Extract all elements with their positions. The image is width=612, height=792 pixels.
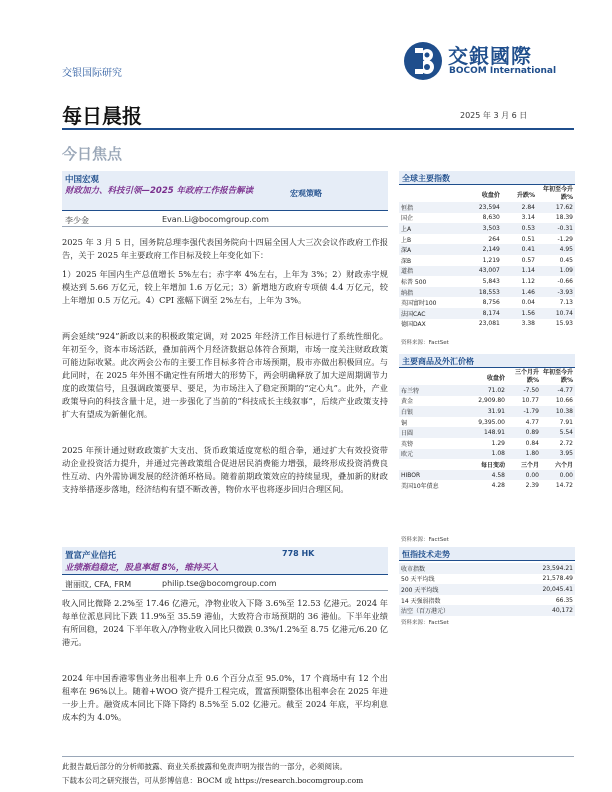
table-row xyxy=(399,213,575,224)
col-close: 收盘价 xyxy=(486,374,505,382)
cell-value: 148.91 xyxy=(461,427,507,438)
col-daily: 每日变动 xyxy=(480,461,505,469)
row-label: 纳指 xyxy=(399,287,462,298)
author-email[interactable]: Evan.Li@bocomgroup.com xyxy=(162,215,269,224)
cell-value: 3.38 xyxy=(521,320,535,328)
cell-value: 23,594.21 xyxy=(505,563,575,574)
col-change: 升跌% xyxy=(516,191,535,199)
cell-value: 1.46 xyxy=(502,287,537,298)
table-row xyxy=(399,308,575,319)
table-row xyxy=(399,574,575,585)
report-date: 2025 年 3 月 6 日 xyxy=(460,111,528,120)
table-row xyxy=(399,449,575,460)
cell-value: 2,149 xyxy=(462,244,502,255)
table-header-row xyxy=(399,186,575,202)
company-logo xyxy=(402,40,572,82)
row-label: 黄金 xyxy=(401,398,414,406)
author-row xyxy=(62,213,388,227)
row-label: 沽空（百万港元） xyxy=(399,605,505,616)
paragraph: 2025 年 3 月 5 日，国务院总理李强代表国务院向十四届全国人大三次会议作政府工作报告，关于 2025 年主要政府工作目标及较上年变化如下： xyxy=(62,237,388,260)
cell-value: 3,503 xyxy=(462,223,502,234)
table-row xyxy=(399,385,575,396)
paragraph: 2025 年预计通过财政政策扩大支出、货币政策适度宽松的组合拳，通过扩大有效投资带动企业投资活力提升，并通过完善政策组合促进居民消费能力增强，最终形成投资消费良性互动、内外需协调发展的经济循环格局。随着前期政策效应的持续显现，叠加新的财政支持举措逐步落地，经济结构有望不断改善，物价水平也将逐步回归合理区间。 xyxy=(62,445,388,494)
cell-value: 1,219 xyxy=(482,256,500,264)
cell-value: 8,630 xyxy=(482,214,500,222)
rates-header-row xyxy=(399,459,575,470)
cell-value: -0.66 xyxy=(557,277,573,285)
row-label: 英国富时100 xyxy=(401,300,437,308)
department-label: 交银国际研究 xyxy=(62,68,122,79)
table-row xyxy=(399,438,575,449)
section-header-macro xyxy=(62,171,388,211)
table-row xyxy=(399,234,575,245)
cell-value: 7.13 xyxy=(559,299,573,307)
row-label: 上B xyxy=(401,236,412,244)
header-divider xyxy=(62,128,574,130)
table-row xyxy=(399,223,575,234)
table-row xyxy=(399,297,575,308)
cell-value: 1.80 xyxy=(507,449,541,460)
paragraph: 两会延续“924”新政以来的积极政策定调，对 2025 年经济工作目标进行了系统性细化。年初至今，资本市场活跃，叠加前两个月经济数据总体符合预期，市场一度关注财政政策可能边际收紧。此次两会公布的主要工作目标多符合市场预期，股市亦做出积极回应。与此同时，在 2025 年外围不确定性有所增大的形势下，两会明确释放了加大逆周期调节力度的政策信号，且强调政策要早、要足，为市场注入了稳定预期的“定心丸”。此外，产业政策导向的科技含量十足，进一步强化了当前的“科技成长主线叙事”，后续产业政策支持扩大有望成为新催化剂。 xyxy=(62,331,388,419)
row-label: 14 天强弱指数 xyxy=(401,597,441,605)
table-row xyxy=(399,417,575,428)
section-headline: 财政加力、科技引领—2025 年政府工作报告解读 xyxy=(65,186,254,196)
cell-value: 3.95 xyxy=(541,449,575,460)
cell-value: 8,174 xyxy=(462,308,502,319)
col-close: 收盘价 xyxy=(481,191,500,199)
cell-value: 43,007 xyxy=(462,266,502,277)
table-row xyxy=(399,266,575,277)
indices-table xyxy=(399,186,575,329)
table-row xyxy=(399,595,575,606)
cell-value: 0.45 xyxy=(559,256,573,264)
row-label: 美国10年債息 xyxy=(401,483,439,491)
cell-value: 18,553 xyxy=(462,287,502,298)
row-label: 国企 xyxy=(401,215,414,223)
commodities-table xyxy=(399,369,575,491)
cell-value: 1.12 xyxy=(521,277,535,285)
cell-value: 0.84 xyxy=(525,439,539,447)
indices-source: 资料来源：FactSet xyxy=(401,340,449,346)
author-name: 谢丽旼, CFA, FRM xyxy=(65,580,132,589)
cell-value: 23,081 xyxy=(478,320,500,328)
cell-value: -1.79 xyxy=(507,406,541,417)
row-label: HIBOR xyxy=(399,470,461,481)
table-row xyxy=(399,563,575,574)
cell-value: 2.39 xyxy=(525,482,539,490)
cell-value: 1.08 xyxy=(461,449,507,460)
row-label: 道指 xyxy=(399,266,462,277)
cell-value: 2.72 xyxy=(559,439,573,447)
author-email[interactable]: philip.tse@bocomgroup.com xyxy=(162,579,277,588)
row-label: 恒指 xyxy=(399,202,462,213)
cell-value: 10.38 xyxy=(541,406,575,417)
cell-value: 264 xyxy=(488,235,500,243)
logo-chinese-text: 交銀國際 xyxy=(448,44,532,68)
cell-value: 8,756 xyxy=(482,299,500,307)
table-row xyxy=(399,276,575,287)
section-category: 置富产业信托 xyxy=(65,551,117,561)
table-row xyxy=(399,470,575,481)
row-label: 英镑 xyxy=(401,440,414,448)
cell-value: 0.00 xyxy=(507,470,541,481)
cell-value: 0.53 xyxy=(502,223,537,234)
footer-disclaimer: 此报告最后部分的分析师披露、商业关系披露和免责声明为报告的一部分，必须阅读。 xyxy=(62,762,347,771)
footer-download[interactable]: 下载本公司之研究报告，可从彭博信息：BOCM 或 https://research.bocomgroup.com xyxy=(62,776,364,785)
cell-value: 17.62 xyxy=(537,202,575,213)
col-3m: 三个月升跌% xyxy=(514,369,539,384)
row-label: 200 天平均线 xyxy=(399,584,505,595)
page-title: 每日晨报 xyxy=(62,104,142,128)
cell-value: 1.14 xyxy=(502,266,537,277)
cell-value: 0.41 xyxy=(502,244,537,255)
cell-value: 4.77 xyxy=(525,418,539,426)
table-row xyxy=(399,202,575,213)
row-label: 布兰特 xyxy=(399,385,461,396)
col-3m-short: 三个月 xyxy=(520,461,539,469)
cell-value: 7.91 xyxy=(559,418,573,426)
cell-value: 9,395.00 xyxy=(478,418,505,426)
author-row xyxy=(62,577,388,591)
paragraph: 2024 年中国香港零售业务出租率上升 0.6 个百分点至 95.0%，17 个商场中有 12 个出租率在 96%以上。随着+WOO 资产提升工程完成，置富预期整体出租率会在 2025 年进一步上升。融资成本同比下降下降约 8.5%至 5.02 亿港元。截至 2024 年底，平均利息成本约为 4.0%。 xyxy=(62,673,388,722)
paragraph: 1）2025 年国内生产总值增长 5%左右；赤字率 4%左右，上年为 3%；2）财政赤字规模达到 5.66 万亿元，较上年增加 1.6 万亿元；3）新增地方政府专项债 4.4 万亿元，较上年增加 0.5 万亿元。4）CPI 涨幅下调至 2%左右，上年为 3%。 xyxy=(62,269,388,305)
cell-value: 0.04 xyxy=(521,299,535,307)
cell-value: 31.91 xyxy=(461,406,507,417)
indices-panel-heading: 全球主要指数 xyxy=(399,171,575,185)
cell-value: 14.72 xyxy=(555,482,573,490)
focus-heading: 今日焦点 xyxy=(62,145,123,163)
cell-value: 21,578.49 xyxy=(542,575,573,583)
cell-value: 1.29 xyxy=(491,439,505,447)
cell-value: -4.77 xyxy=(541,385,575,396)
cell-value: 0.89 xyxy=(507,427,541,438)
section-tag: 宏观策略 xyxy=(290,189,322,198)
cell-value: -7.50 xyxy=(507,385,541,396)
cell-value: 18.39 xyxy=(555,214,573,222)
table-row xyxy=(399,480,575,491)
table-row xyxy=(399,255,575,266)
cell-value: -1.29 xyxy=(557,235,573,243)
cell-value: 10.77 xyxy=(521,397,539,405)
row-label: 收市指数 xyxy=(399,563,505,574)
row-label: 白银 xyxy=(399,406,461,417)
row-label: 日圆 xyxy=(399,427,461,438)
table-row xyxy=(399,319,575,330)
table-row xyxy=(399,287,575,298)
table-row xyxy=(399,605,575,616)
section-headline: 业绩渐趋稳定，股息率超 8%，维持买入 xyxy=(65,563,219,573)
row-label: 深A xyxy=(399,244,462,255)
cell-value: 15.93 xyxy=(555,320,573,328)
hsi-panel-heading: 恒指技术走势 xyxy=(399,547,575,561)
cell-value: 40,172 xyxy=(505,605,575,616)
hsi-stats-table xyxy=(399,563,575,616)
commodities-source: 资料来源：FactSet xyxy=(401,537,449,543)
cell-value: 1.09 xyxy=(537,266,575,277)
cell-value: 4.58 xyxy=(461,470,507,481)
row-label: 上A xyxy=(399,223,462,234)
cell-value: 2,909.80 xyxy=(478,397,505,405)
cell-value: 20,045.41 xyxy=(505,584,575,595)
cell-value: 71.02 xyxy=(461,385,507,396)
table-row xyxy=(399,396,575,407)
cell-value: 0.00 xyxy=(541,470,575,481)
cell-value: 4.28 xyxy=(491,482,505,490)
cell-value: 3.14 xyxy=(521,214,535,222)
section-category: 中国宏观 xyxy=(65,175,100,185)
cell-value: 0.51 xyxy=(521,235,535,243)
table-row xyxy=(399,406,575,417)
bocom-logo-icon xyxy=(402,40,444,82)
table-header-row xyxy=(399,369,575,385)
author-name: 李少金 xyxy=(65,216,89,225)
table-row xyxy=(399,427,575,438)
section-header-fortune-reit xyxy=(62,547,388,575)
row-label: 深B xyxy=(401,257,412,265)
col-6m: 六个月 xyxy=(554,461,573,469)
cell-value: 5,843 xyxy=(482,277,500,285)
cell-value: 10.66 xyxy=(555,397,573,405)
row-label: 50 天平均线 xyxy=(401,576,435,584)
cell-value: 1.56 xyxy=(502,308,537,319)
row-label: 法国CAC xyxy=(399,308,462,319)
commodities-panel-heading: 主要商品及外汇价格 xyxy=(399,354,575,368)
row-label: 欧元 xyxy=(399,449,461,460)
cell-value: -0.31 xyxy=(537,223,575,234)
table-row xyxy=(399,584,575,595)
cell-value: 0.57 xyxy=(521,256,535,264)
cell-value: 2.84 xyxy=(502,202,537,213)
logo-english-text: BOCOM International xyxy=(449,66,557,76)
row-label: 标普 500 xyxy=(401,278,427,286)
cell-value: 23,594 xyxy=(462,202,502,213)
col-ytd: 年初至今升跌% xyxy=(543,369,574,384)
cell-value: -3.93 xyxy=(537,287,575,298)
stock-ticker: 778 HK xyxy=(282,549,315,558)
hsi-source: 资料来源：FactSet xyxy=(401,620,449,626)
paragraph: 收入同比微降 2.2%至 17.46 亿港元，净物业收入下降 3.6%至 12.53 亿港元。2024 年每单位派息同比下跌 11.9%至 35.59 港仙，大致符合市场预期的 36 港仙。下半年业绩有所回稳，2024 下半年收入/净物业收入同比只微跌 0.3%/1.2%至 8.75 亿港元/6.20 亿港元。 xyxy=(62,598,388,647)
cell-value: 5.54 xyxy=(541,427,575,438)
cell-value: 4.95 xyxy=(537,244,575,255)
row-label: 铜 xyxy=(401,419,408,427)
col-ytd: 年初至今升跌% xyxy=(542,186,573,201)
cell-value: 66.35 xyxy=(555,596,573,604)
row-label: 德国DAX xyxy=(401,321,426,329)
cell-value: 10.74 xyxy=(537,308,575,319)
table-row xyxy=(399,244,575,255)
footer-divider xyxy=(62,756,574,757)
